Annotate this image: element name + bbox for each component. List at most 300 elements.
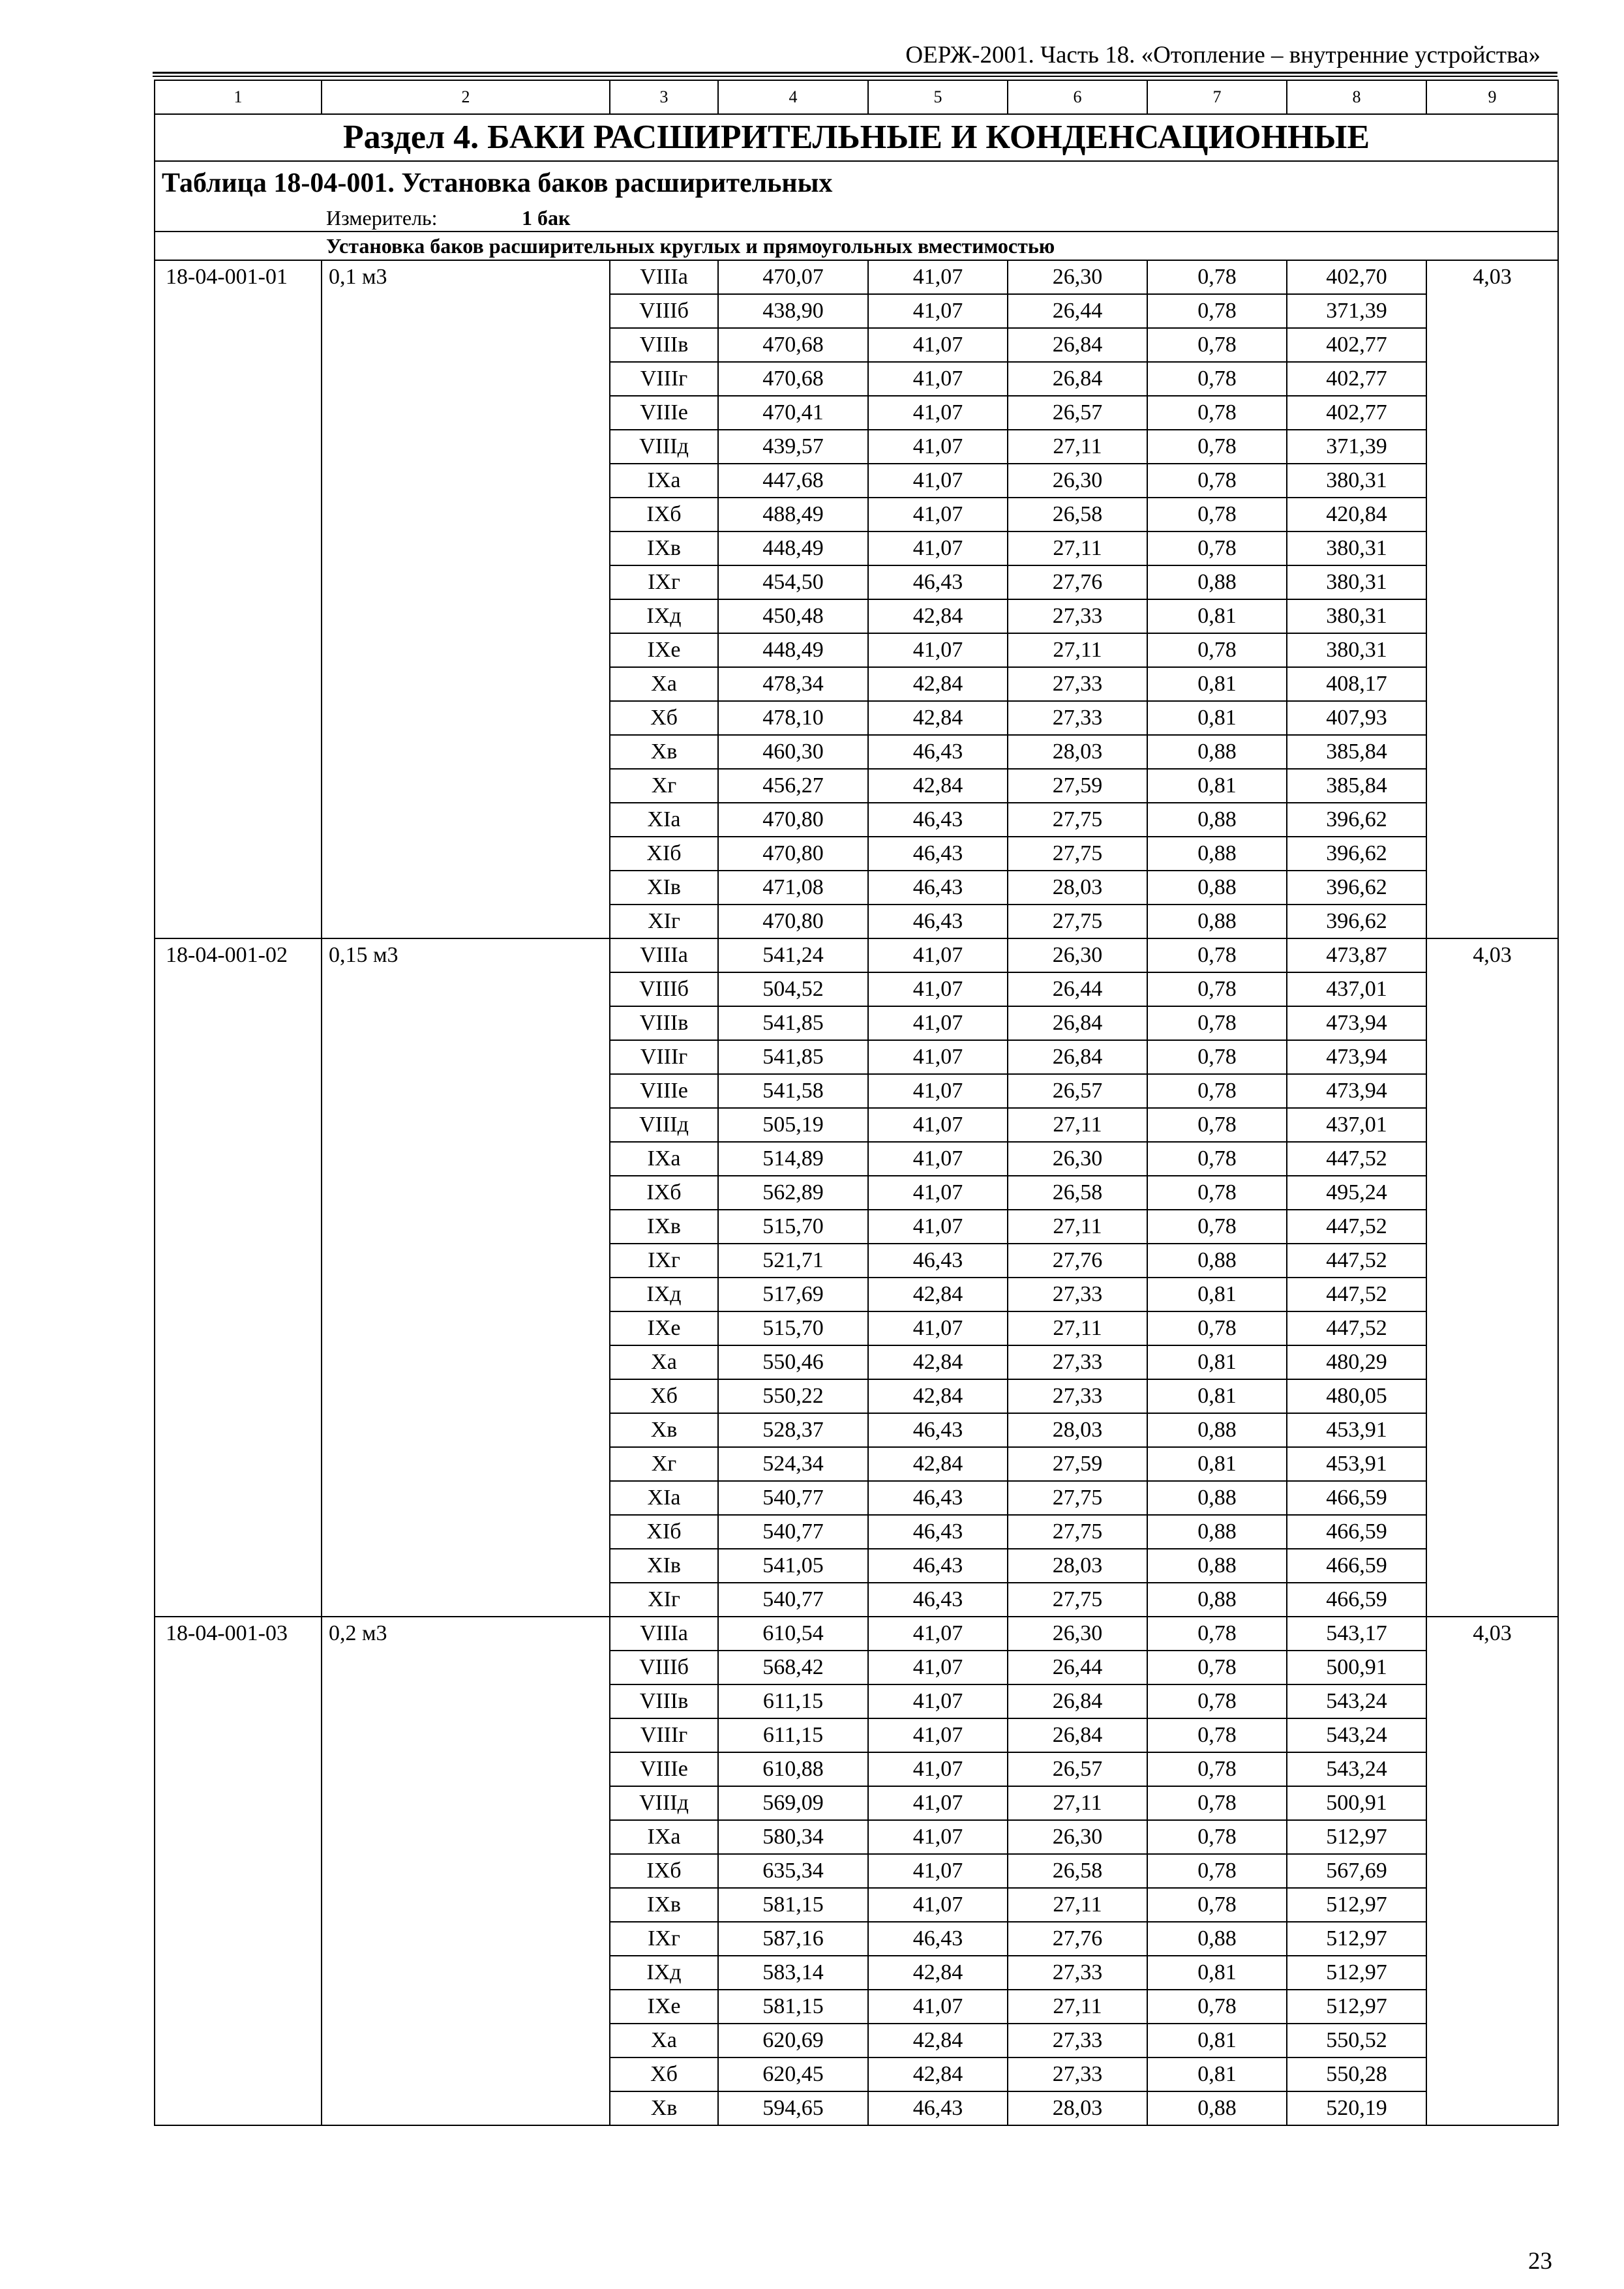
tank-capacity: 0,1 м3 (322, 260, 610, 938)
labor-wages: 46,43 (868, 735, 1008, 769)
labor-wages: 41,07 (868, 1684, 1008, 1718)
machine-cost: 27,75 (1008, 1481, 1147, 1515)
rate-code: 18-04-001-02 (155, 938, 322, 1617)
operator-wages: 0,81 (1147, 2024, 1287, 2057)
group-title-row (155, 232, 1558, 260)
labor-wages: 41,07 (868, 1820, 1008, 1854)
machine-cost: 26,30 (1008, 1617, 1147, 1651)
region-code: Xб (610, 1379, 718, 1413)
total-cost: 447,68 (718, 464, 868, 498)
document-header-title: ОЕРЖ-2001. Часть 18. «Отопление – внутренние устройства» (905, 42, 1541, 68)
total-cost: 540,77 (718, 1583, 868, 1617)
operator-wages: 0,88 (1147, 905, 1287, 938)
operator-wages: 0,88 (1147, 1583, 1287, 1617)
rate-code: 18-04-001-01 (155, 260, 322, 938)
materials-cost: 402,70 (1287, 260, 1426, 294)
region-code: XIб (610, 837, 718, 871)
machine-cost: 26,44 (1008, 972, 1147, 1006)
labor-wages: 41,07 (868, 328, 1008, 362)
total-cost: 521,71 (718, 1244, 868, 1278)
machine-cost: 27,75 (1008, 905, 1147, 938)
region-code: Xг (610, 1447, 718, 1481)
machine-cost: 28,03 (1008, 735, 1147, 769)
labor-wages: 41,07 (868, 1854, 1008, 1888)
header-rule-secondary (153, 76, 1557, 77)
total-cost: 470,68 (718, 362, 868, 396)
total-cost: 478,10 (718, 701, 868, 735)
materials-cost: 385,84 (1287, 769, 1426, 803)
materials-cost: 437,01 (1287, 1108, 1426, 1142)
total-cost: 568,42 (718, 1651, 868, 1684)
region-code: Xв (610, 735, 718, 769)
machine-cost: 27,11 (1008, 1990, 1147, 2024)
labor-wages: 46,43 (868, 1922, 1008, 1956)
machine-cost: 26,57 (1008, 396, 1147, 430)
operator-wages: 0,78 (1147, 1074, 1287, 1108)
region-code: Xа (610, 1345, 718, 1379)
materials-cost: 396,62 (1287, 905, 1426, 938)
machine-cost: 26,44 (1008, 1651, 1147, 1684)
total-cost: 471,08 (718, 871, 868, 905)
region-code: IXа (610, 1142, 718, 1176)
region-code: VIIIг (610, 362, 718, 396)
page-number: 23 (1528, 2248, 1552, 2275)
table-title-row (155, 161, 1558, 205)
materials-cost: 466,59 (1287, 1481, 1426, 1515)
region-code: IXе (610, 1311, 718, 1345)
total-cost: 448,49 (718, 531, 868, 565)
labor-wages: 42,84 (868, 1379, 1008, 1413)
total-cost: 635,34 (718, 1854, 868, 1888)
total-cost: 514,89 (718, 1142, 868, 1176)
operator-wages: 0,78 (1147, 1176, 1287, 1210)
column-number: 6 (1008, 80, 1147, 114)
total-cost: 438,90 (718, 294, 868, 328)
materials-cost: 473,94 (1287, 1040, 1426, 1074)
table-row (155, 1617, 1558, 1651)
labor-wages: 41,07 (868, 531, 1008, 565)
machine-cost: 27,76 (1008, 565, 1147, 599)
labor-wages: 42,84 (868, 599, 1008, 633)
operator-wages: 0,81 (1147, 1447, 1287, 1481)
labor-wages: 42,84 (868, 701, 1008, 735)
operator-wages: 0,81 (1147, 667, 1287, 701)
total-cost: 470,41 (718, 396, 868, 430)
machine-cost: 26,58 (1008, 498, 1147, 531)
operator-wages: 0,88 (1147, 735, 1287, 769)
labor-wages: 46,43 (868, 1413, 1008, 1447)
region-code: VIIIг (610, 1040, 718, 1074)
machine-cost: 27,11 (1008, 1311, 1147, 1345)
region-code: Xа (610, 667, 718, 701)
machine-cost: 26,84 (1008, 328, 1147, 362)
total-cost: 580,34 (718, 1820, 868, 1854)
materials-cost: 500,91 (1287, 1786, 1426, 1820)
labor-wages: 42,84 (868, 2057, 1008, 2091)
region-code: VIIIа (610, 938, 718, 972)
operator-wages: 0,81 (1147, 599, 1287, 633)
column-number-row (155, 80, 1558, 114)
machine-cost: 26,84 (1008, 362, 1147, 396)
labor-wages: 41,07 (868, 1752, 1008, 1786)
operator-wages: 0,81 (1147, 2057, 1287, 2091)
labor-wages: 42,84 (868, 667, 1008, 701)
labor-wages: 41,07 (868, 1888, 1008, 1922)
labor-wages: 46,43 (868, 837, 1008, 871)
labor-wages: 46,43 (868, 1481, 1008, 1515)
labor-wages: 41,07 (868, 972, 1008, 1006)
total-cost: 450,48 (718, 599, 868, 633)
materials-cost: 480,29 (1287, 1345, 1426, 1379)
materials-cost: 407,93 (1287, 701, 1426, 735)
materials-cost: 495,24 (1287, 1176, 1426, 1210)
total-cost: 541,58 (718, 1074, 868, 1108)
operator-wages: 0,78 (1147, 1311, 1287, 1345)
total-cost: 439,57 (718, 430, 868, 464)
operator-wages: 0,78 (1147, 1651, 1287, 1684)
labor-wages: 42,84 (868, 769, 1008, 803)
total-cost: 587,16 (718, 1922, 868, 1956)
materials-cost: 453,91 (1287, 1447, 1426, 1481)
header-rule (153, 72, 1557, 74)
operator-wages: 0,78 (1147, 633, 1287, 667)
materials-cost: 447,52 (1287, 1278, 1426, 1311)
operator-wages: 0,78 (1147, 1108, 1287, 1142)
total-cost: 620,69 (718, 2024, 868, 2057)
region-code: IXа (610, 1820, 718, 1854)
materials-cost: 380,31 (1287, 565, 1426, 599)
column-number: 2 (322, 80, 610, 114)
total-cost: 594,65 (718, 2091, 868, 2125)
region-code: IXд (610, 599, 718, 633)
labor-wages: 42,84 (868, 2024, 1008, 2057)
operator-wages: 0,78 (1147, 260, 1287, 294)
total-cost: 562,89 (718, 1176, 868, 1210)
materials-cost: 396,62 (1287, 871, 1426, 905)
region-code: IXб (610, 1854, 718, 1888)
operator-wages: 0,78 (1147, 1820, 1287, 1854)
machine-cost: 26,58 (1008, 1854, 1147, 1888)
materials-cost: 396,62 (1287, 837, 1426, 871)
labor-wages: 41,07 (868, 396, 1008, 430)
region-code: VIIIе (610, 1074, 718, 1108)
machine-cost: 27,11 (1008, 1108, 1147, 1142)
labor-wages: 41,07 (868, 1006, 1008, 1040)
total-cost: 583,14 (718, 1956, 868, 1990)
operator-wages: 0,78 (1147, 1617, 1287, 1651)
machine-cost: 27,75 (1008, 803, 1147, 837)
total-cost: 541,85 (718, 1006, 868, 1040)
total-cost: 470,80 (718, 837, 868, 871)
region-code: VIIIе (610, 396, 718, 430)
region-code: VIIIб (610, 294, 718, 328)
region-code: XIб (610, 1515, 718, 1549)
materials-cost: 480,05 (1287, 1379, 1426, 1413)
rate-code: 18-04-001-03 (155, 1617, 322, 2125)
total-cost: 454,50 (718, 565, 868, 599)
region-code: IXа (610, 464, 718, 498)
region-code: VIIIв (610, 328, 718, 362)
total-cost: 528,37 (718, 1413, 868, 1447)
total-cost: 488,49 (718, 498, 868, 531)
total-cost: 470,80 (718, 905, 868, 938)
machine-cost: 26,57 (1008, 1752, 1147, 1786)
machine-cost: 27,75 (1008, 1515, 1147, 1549)
machine-cost: 26,30 (1008, 1142, 1147, 1176)
region-code: VIIIб (610, 1651, 718, 1684)
region-code: VIIIа (610, 1617, 718, 1651)
machine-cost: 26,30 (1008, 464, 1147, 498)
operator-wages: 0,78 (1147, 1752, 1287, 1786)
operator-wages: 0,78 (1147, 396, 1287, 430)
labor-wages: 46,43 (868, 1244, 1008, 1278)
column-number: 7 (1147, 80, 1287, 114)
machine-cost: 27,33 (1008, 1345, 1147, 1379)
materials-cost: 550,52 (1287, 2024, 1426, 2057)
labor-wages: 41,07 (868, 1311, 1008, 1345)
labor-hours: 4,03 (1426, 260, 1558, 938)
labor-wages: 41,07 (868, 938, 1008, 972)
total-cost: 524,34 (718, 1447, 868, 1481)
region-code: XIг (610, 905, 718, 938)
total-cost: 581,15 (718, 1990, 868, 2024)
total-cost: 505,19 (718, 1108, 868, 1142)
labor-wages: 42,84 (868, 1956, 1008, 1990)
region-code: Xг (610, 769, 718, 803)
section-title-row (155, 114, 1558, 161)
table-row (155, 260, 1558, 294)
operator-wages: 0,78 (1147, 1990, 1287, 2024)
region-code: Xб (610, 2057, 718, 2091)
operator-wages: 0,78 (1147, 362, 1287, 396)
total-cost: 541,05 (718, 1549, 868, 1583)
tank-capacity: 0,2 м3 (322, 1617, 610, 2125)
region-code: IXе (610, 1990, 718, 2024)
labor-wages: 41,07 (868, 1786, 1008, 1820)
total-cost: 550,22 (718, 1379, 868, 1413)
operator-wages: 0,88 (1147, 871, 1287, 905)
region-code: Xв (610, 2091, 718, 2125)
region-code: Xв (610, 1413, 718, 1447)
machine-cost: 28,03 (1008, 1549, 1147, 1583)
materials-cost: 447,52 (1287, 1142, 1426, 1176)
rates-table (154, 80, 1559, 2126)
total-cost: 460,30 (718, 735, 868, 769)
materials-cost: 447,52 (1287, 1210, 1426, 1244)
machine-cost: 26,84 (1008, 1684, 1147, 1718)
labor-wages: 42,84 (868, 1345, 1008, 1379)
region-code: XIв (610, 1549, 718, 1583)
region-code: IXв (610, 1210, 718, 1244)
region-code: VIIIг (610, 1718, 718, 1752)
operator-wages: 0,81 (1147, 701, 1287, 735)
region-code: VIIIв (610, 1684, 718, 1718)
machine-cost: 27,33 (1008, 667, 1147, 701)
operator-wages: 0,88 (1147, 565, 1287, 599)
total-cost: 541,24 (718, 938, 868, 972)
materials-cost: 380,31 (1287, 464, 1426, 498)
materials-cost: 371,39 (1287, 430, 1426, 464)
operator-wages: 0,81 (1147, 1379, 1287, 1413)
materials-cost: 512,97 (1287, 1990, 1426, 2024)
labor-wages: 46,43 (868, 803, 1008, 837)
tank-capacity: 0,15 м3 (322, 938, 610, 1617)
operator-wages: 0,78 (1147, 972, 1287, 1006)
materials-cost: 453,91 (1287, 1413, 1426, 1447)
labor-wages: 41,07 (868, 1176, 1008, 1210)
labor-wages: 41,07 (868, 633, 1008, 667)
operator-wages: 0,78 (1147, 464, 1287, 498)
total-cost: 620,45 (718, 2057, 868, 2091)
operator-wages: 0,78 (1147, 1210, 1287, 1244)
machine-cost: 28,03 (1008, 1413, 1147, 1447)
labor-wages: 41,07 (868, 464, 1008, 498)
region-code: VIIIв (610, 1006, 718, 1040)
operator-wages: 0,88 (1147, 1515, 1287, 1549)
materials-cost: 408,17 (1287, 667, 1426, 701)
materials-cost: 466,59 (1287, 1515, 1426, 1549)
operator-wages: 0,78 (1147, 1854, 1287, 1888)
materials-cost: 466,59 (1287, 1549, 1426, 1583)
labor-hours: 4,03 (1426, 1617, 1558, 2125)
total-cost: 448,49 (718, 633, 868, 667)
materials-cost: 371,39 (1287, 294, 1426, 328)
labor-wages: 46,43 (868, 1549, 1008, 1583)
region-code: XIа (610, 803, 718, 837)
total-cost: 478,34 (718, 667, 868, 701)
materials-cost: 500,91 (1287, 1651, 1426, 1684)
operator-wages: 0,88 (1147, 1481, 1287, 1515)
region-code: IXд (610, 1278, 718, 1311)
machine-cost: 26,58 (1008, 1176, 1147, 1210)
total-cost: 504,52 (718, 972, 868, 1006)
machine-cost: 26,57 (1008, 1074, 1147, 1108)
materials-cost: 402,77 (1287, 328, 1426, 362)
labor-wages: 41,07 (868, 498, 1008, 531)
table-title: Таблица 18-04-001. Установка баков расширительных (155, 161, 1558, 205)
total-cost: 470,07 (718, 260, 868, 294)
total-cost: 569,09 (718, 1786, 868, 1820)
machine-cost: 27,11 (1008, 531, 1147, 565)
labor-wages: 46,43 (868, 905, 1008, 938)
total-cost: 611,15 (718, 1684, 868, 1718)
materials-cost: 447,52 (1287, 1311, 1426, 1345)
operator-wages: 0,81 (1147, 1345, 1287, 1379)
materials-cost: 512,97 (1287, 1888, 1426, 1922)
operator-wages: 0,78 (1147, 430, 1287, 464)
total-cost: 581,15 (718, 1888, 868, 1922)
machine-cost: 27,75 (1008, 837, 1147, 871)
region-code: IXг (610, 565, 718, 599)
total-cost: 611,15 (718, 1718, 868, 1752)
section-title: Раздел 4. БАКИ РАСШИРИТЕЛЬНЫЕ И КОНДЕНСАЦИОННЫЕ (155, 114, 1558, 161)
materials-cost: 402,77 (1287, 396, 1426, 430)
labor-wages: 41,07 (868, 362, 1008, 396)
machine-cost: 26,30 (1008, 1820, 1147, 1854)
machine-cost: 27,33 (1008, 1956, 1147, 1990)
total-cost: 515,70 (718, 1311, 868, 1345)
column-number: 4 (718, 80, 868, 114)
operator-wages: 0,78 (1147, 1718, 1287, 1752)
total-cost: 610,54 (718, 1617, 868, 1651)
machine-cost: 27,75 (1008, 1583, 1147, 1617)
machine-cost: 27,33 (1008, 1278, 1147, 1311)
machine-cost: 26,84 (1008, 1006, 1147, 1040)
labor-wages: 41,07 (868, 260, 1008, 294)
labor-wages: 41,07 (868, 1108, 1008, 1142)
operator-wages: 0,78 (1147, 531, 1287, 565)
labor-wages: 41,07 (868, 1718, 1008, 1752)
region-code: VIIIб (610, 972, 718, 1006)
materials-cost: 380,31 (1287, 531, 1426, 565)
materials-cost: 543,24 (1287, 1684, 1426, 1718)
region-code: XIв (610, 871, 718, 905)
column-number: 3 (610, 80, 718, 114)
labor-wages: 41,07 (868, 1074, 1008, 1108)
total-cost: 517,69 (718, 1278, 868, 1311)
total-cost: 610,88 (718, 1752, 868, 1786)
operator-wages: 0,88 (1147, 1549, 1287, 1583)
region-code: IXг (610, 1922, 718, 1956)
materials-cost: 550,28 (1287, 2057, 1426, 2091)
meter-value: 1 бак (522, 206, 571, 230)
machine-cost: 26,84 (1008, 1040, 1147, 1074)
materials-cost: 520,19 (1287, 2091, 1426, 2125)
labor-hours: 4,03 (1426, 938, 1558, 1617)
total-cost: 540,77 (718, 1515, 868, 1549)
total-cost: 541,85 (718, 1040, 868, 1074)
total-cost: 515,70 (718, 1210, 868, 1244)
operator-wages: 0,81 (1147, 1956, 1287, 1990)
machine-cost: 27,59 (1008, 1447, 1147, 1481)
region-code: VIIIа (610, 260, 718, 294)
materials-cost: 437,01 (1287, 972, 1426, 1006)
labor-wages: 41,07 (868, 1142, 1008, 1176)
operator-wages: 0,78 (1147, 1888, 1287, 1922)
machine-cost: 27,33 (1008, 701, 1147, 735)
operator-wages: 0,78 (1147, 1006, 1287, 1040)
operator-wages: 0,88 (1147, 1922, 1287, 1956)
total-cost: 470,68 (718, 328, 868, 362)
meter-label: Измеритель: (326, 206, 438, 230)
materials-cost: 512,97 (1287, 1820, 1426, 1854)
column-number: 1 (155, 80, 322, 114)
operator-wages: 0,78 (1147, 1786, 1287, 1820)
operator-wages: 0,78 (1147, 1040, 1287, 1074)
region-code: IXв (610, 1888, 718, 1922)
operator-wages: 0,88 (1147, 803, 1287, 837)
labor-wages: 42,84 (868, 1447, 1008, 1481)
materials-cost: 466,59 (1287, 1583, 1426, 1617)
materials-cost: 512,97 (1287, 1956, 1426, 1990)
region-code: IXв (610, 531, 718, 565)
operator-wages: 0,81 (1147, 769, 1287, 803)
labor-wages: 46,43 (868, 2091, 1008, 2125)
labor-wages: 41,07 (868, 1990, 1008, 2024)
machine-cost: 27,11 (1008, 633, 1147, 667)
machine-cost: 27,33 (1008, 1379, 1147, 1413)
machine-cost: 28,03 (1008, 2091, 1147, 2125)
region-code: IXд (610, 1956, 718, 1990)
labor-wages: 46,43 (868, 1515, 1008, 1549)
table-row (155, 938, 1558, 972)
operator-wages: 0,78 (1147, 1142, 1287, 1176)
materials-cost: 396,62 (1287, 803, 1426, 837)
region-code: Xа (610, 2024, 718, 2057)
labor-wages: 41,07 (868, 294, 1008, 328)
machine-cost: 26,44 (1008, 294, 1147, 328)
region-code: IXг (610, 1244, 718, 1278)
